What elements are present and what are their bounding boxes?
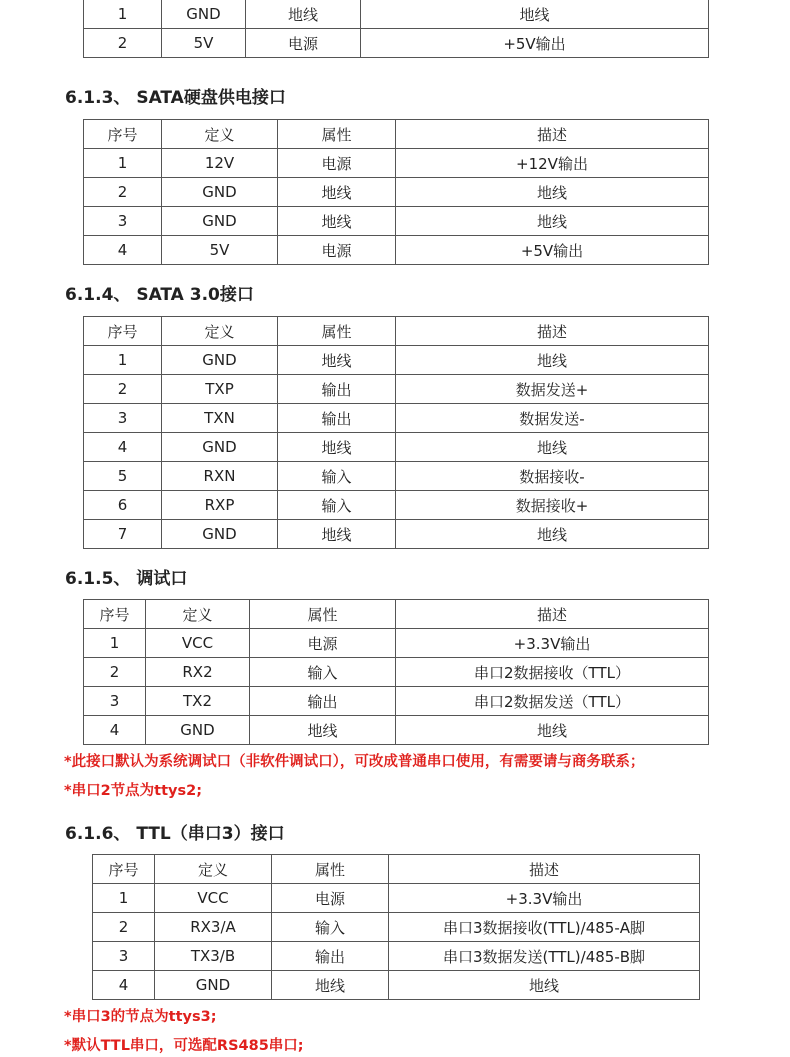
header-attribute: 属性 xyxy=(250,600,396,629)
cell-index: 4 xyxy=(84,236,162,265)
header-index: 序号 xyxy=(84,600,146,629)
header-description: 描述 xyxy=(396,600,709,629)
cell-definition: VCC xyxy=(146,629,250,658)
cell-description: 地线 xyxy=(389,971,700,1000)
cell-definition: GND xyxy=(146,716,250,745)
cell-index: 7 xyxy=(84,520,162,549)
cell-attribute: 地线 xyxy=(250,716,396,745)
ttl-node-note: *串口3的节点为ttys3; xyxy=(64,1009,217,1025)
table-row xyxy=(84,687,709,716)
header-description: 描述 xyxy=(396,120,709,149)
section-heading-sata-power: 6.1.3、 SATA硬盘供电接口 xyxy=(65,88,286,108)
cell-index: 4 xyxy=(84,433,162,462)
cell-index: 3 xyxy=(93,942,155,971)
table-row xyxy=(84,629,709,658)
cell-definition: TXN xyxy=(162,404,278,433)
cell-attribute: 电源 xyxy=(272,884,389,913)
cell-index: 3 xyxy=(84,687,146,716)
cell-definition: RX2 xyxy=(146,658,250,687)
cell-definition: VCC xyxy=(155,884,272,913)
cell-attribute: 电源 xyxy=(278,149,396,178)
cell-definition: 12V xyxy=(162,149,278,178)
cell-definition: GND xyxy=(162,207,278,236)
cell-attribute: 输出 xyxy=(278,404,396,433)
cell-definition: RX3/A xyxy=(155,913,272,942)
cell-description: 串口3数据发送(TTL)/485-B脚 xyxy=(389,942,700,971)
table-row xyxy=(84,0,709,29)
cell-index: 1 xyxy=(84,0,162,29)
cell-definition: GND xyxy=(162,433,278,462)
cell-description: 数据发送+ xyxy=(396,375,709,404)
table-row xyxy=(93,884,700,913)
cell-definition: 5V xyxy=(162,29,246,58)
cell-description: 地线 xyxy=(396,178,709,207)
header-attribute: 属性 xyxy=(278,120,396,149)
table-header-row xyxy=(84,120,709,149)
cell-index: 2 xyxy=(84,178,162,207)
cell-attribute: 地线 xyxy=(278,433,396,462)
cell-description: +3.3V输出 xyxy=(396,629,709,658)
cell-description: 地线 xyxy=(361,0,709,29)
cell-definition: GND xyxy=(155,971,272,1000)
table-row xyxy=(84,716,709,745)
cell-index: 4 xyxy=(84,716,146,745)
header-description: 描述 xyxy=(396,317,709,346)
cell-attribute: 地线 xyxy=(278,207,396,236)
cell-attribute: 地线 xyxy=(246,0,361,29)
cell-index: 6 xyxy=(84,491,162,520)
cell-attribute: 输入 xyxy=(250,658,396,687)
cell-attribute: 电源 xyxy=(250,629,396,658)
cell-attribute: 输出 xyxy=(278,375,396,404)
cell-attribute: 地线 xyxy=(272,971,389,1000)
section-heading-ttl-port: 6.1.6、 TTL（串口3）接口 xyxy=(65,824,285,844)
table-row xyxy=(93,913,700,942)
cell-description: +5V输出 xyxy=(361,29,709,58)
cell-definition: TX2 xyxy=(146,687,250,716)
cell-description: 地线 xyxy=(396,207,709,236)
table-row xyxy=(84,29,709,58)
section-heading-sata3: 6.1.4、 SATA 3.0接口 xyxy=(65,285,254,305)
cell-description: 地线 xyxy=(396,433,709,462)
cell-definition: TX3/B xyxy=(155,942,272,971)
cell-attribute: 电源 xyxy=(246,29,361,58)
cell-attribute: 地线 xyxy=(278,178,396,207)
cell-description: 串口2数据接收（TTL） xyxy=(396,658,709,687)
cell-index: 2 xyxy=(93,913,155,942)
cell-index: 1 xyxy=(84,149,162,178)
cell-description: +5V输出 xyxy=(396,236,709,265)
cell-attribute: 输入 xyxy=(278,491,396,520)
cell-description: +12V输出 xyxy=(396,149,709,178)
debug-port-node-note: *串口2节点为ttys2; xyxy=(64,783,203,799)
table-row xyxy=(84,178,709,207)
table-row xyxy=(93,971,700,1000)
table-row xyxy=(84,207,709,236)
cell-index: 1 xyxy=(84,346,162,375)
cell-description: 地线 xyxy=(396,346,709,375)
cell-attribute: 地线 xyxy=(278,520,396,549)
table-row xyxy=(84,149,709,178)
header-definition: 定义 xyxy=(162,317,278,346)
cell-index: 3 xyxy=(84,404,162,433)
sata-power-table xyxy=(83,119,709,265)
cell-description: 地线 xyxy=(396,716,709,745)
cell-attribute: 输入 xyxy=(278,462,396,491)
sata3-table xyxy=(83,316,709,549)
cell-description: 串口2数据发送（TTL） xyxy=(396,687,709,716)
ttl-rs485-note: *默认TTL串口，可选配RS485串口; xyxy=(64,1038,304,1054)
cell-index: 5 xyxy=(84,462,162,491)
cell-index: 2 xyxy=(84,658,146,687)
table-row xyxy=(84,346,709,375)
header-definition: 定义 xyxy=(146,600,250,629)
table-row xyxy=(84,236,709,265)
header-index: 序号 xyxy=(93,855,155,884)
section-heading-debug-port: 6.1.5、 调试口 xyxy=(65,569,188,589)
table-row xyxy=(93,942,700,971)
cell-attribute: 电源 xyxy=(278,236,396,265)
cell-definition: RXN xyxy=(162,462,278,491)
table-row xyxy=(84,404,709,433)
cell-index: 2 xyxy=(84,29,162,58)
cell-description: +3.3V输出 xyxy=(389,884,700,913)
header-definition: 定义 xyxy=(155,855,272,884)
table-row xyxy=(84,658,709,687)
header-index: 序号 xyxy=(84,120,162,149)
cell-description: 数据接收- xyxy=(396,462,709,491)
cell-index: 1 xyxy=(84,629,146,658)
header-description: 描述 xyxy=(389,855,700,884)
cell-index: 2 xyxy=(84,375,162,404)
top-pin-table xyxy=(83,0,709,58)
cell-attribute: 输入 xyxy=(272,913,389,942)
cell-definition: GND xyxy=(162,178,278,207)
cell-definition: GND xyxy=(162,0,246,29)
cell-definition: RXP xyxy=(162,491,278,520)
table-header-row xyxy=(84,317,709,346)
header-attribute: 属性 xyxy=(272,855,389,884)
table-row xyxy=(84,433,709,462)
debug-port-table xyxy=(83,599,709,745)
cell-description: 地线 xyxy=(396,520,709,549)
cell-definition: GND xyxy=(162,346,278,375)
cell-index: 3 xyxy=(84,207,162,236)
cell-description: 数据发送- xyxy=(396,404,709,433)
cell-attribute: 地线 xyxy=(278,346,396,375)
ttl-port-table xyxy=(92,854,700,1000)
cell-attribute: 输出 xyxy=(250,687,396,716)
table-header-row xyxy=(93,855,700,884)
cell-index: 1 xyxy=(93,884,155,913)
cell-description: 数据接收+ xyxy=(396,491,709,520)
cell-description: 串口3数据接收(TTL)/485-A脚 xyxy=(389,913,700,942)
table-header-row xyxy=(84,600,709,629)
cell-definition: GND xyxy=(162,520,278,549)
debug-port-note: *此接口默认为系统调试口（非软件调试口），可改成普通串口使用，有需要请与商务联系； xyxy=(64,754,645,770)
cell-definition: 5V xyxy=(162,236,278,265)
table-row xyxy=(84,375,709,404)
table-row xyxy=(84,520,709,549)
table-row xyxy=(84,491,709,520)
table-row xyxy=(84,462,709,491)
header-definition: 定义 xyxy=(162,120,278,149)
cell-definition: TXP xyxy=(162,375,278,404)
header-attribute: 属性 xyxy=(278,317,396,346)
cell-attribute: 输出 xyxy=(272,942,389,971)
cell-index: 4 xyxy=(93,971,155,1000)
header-index: 序号 xyxy=(84,317,162,346)
